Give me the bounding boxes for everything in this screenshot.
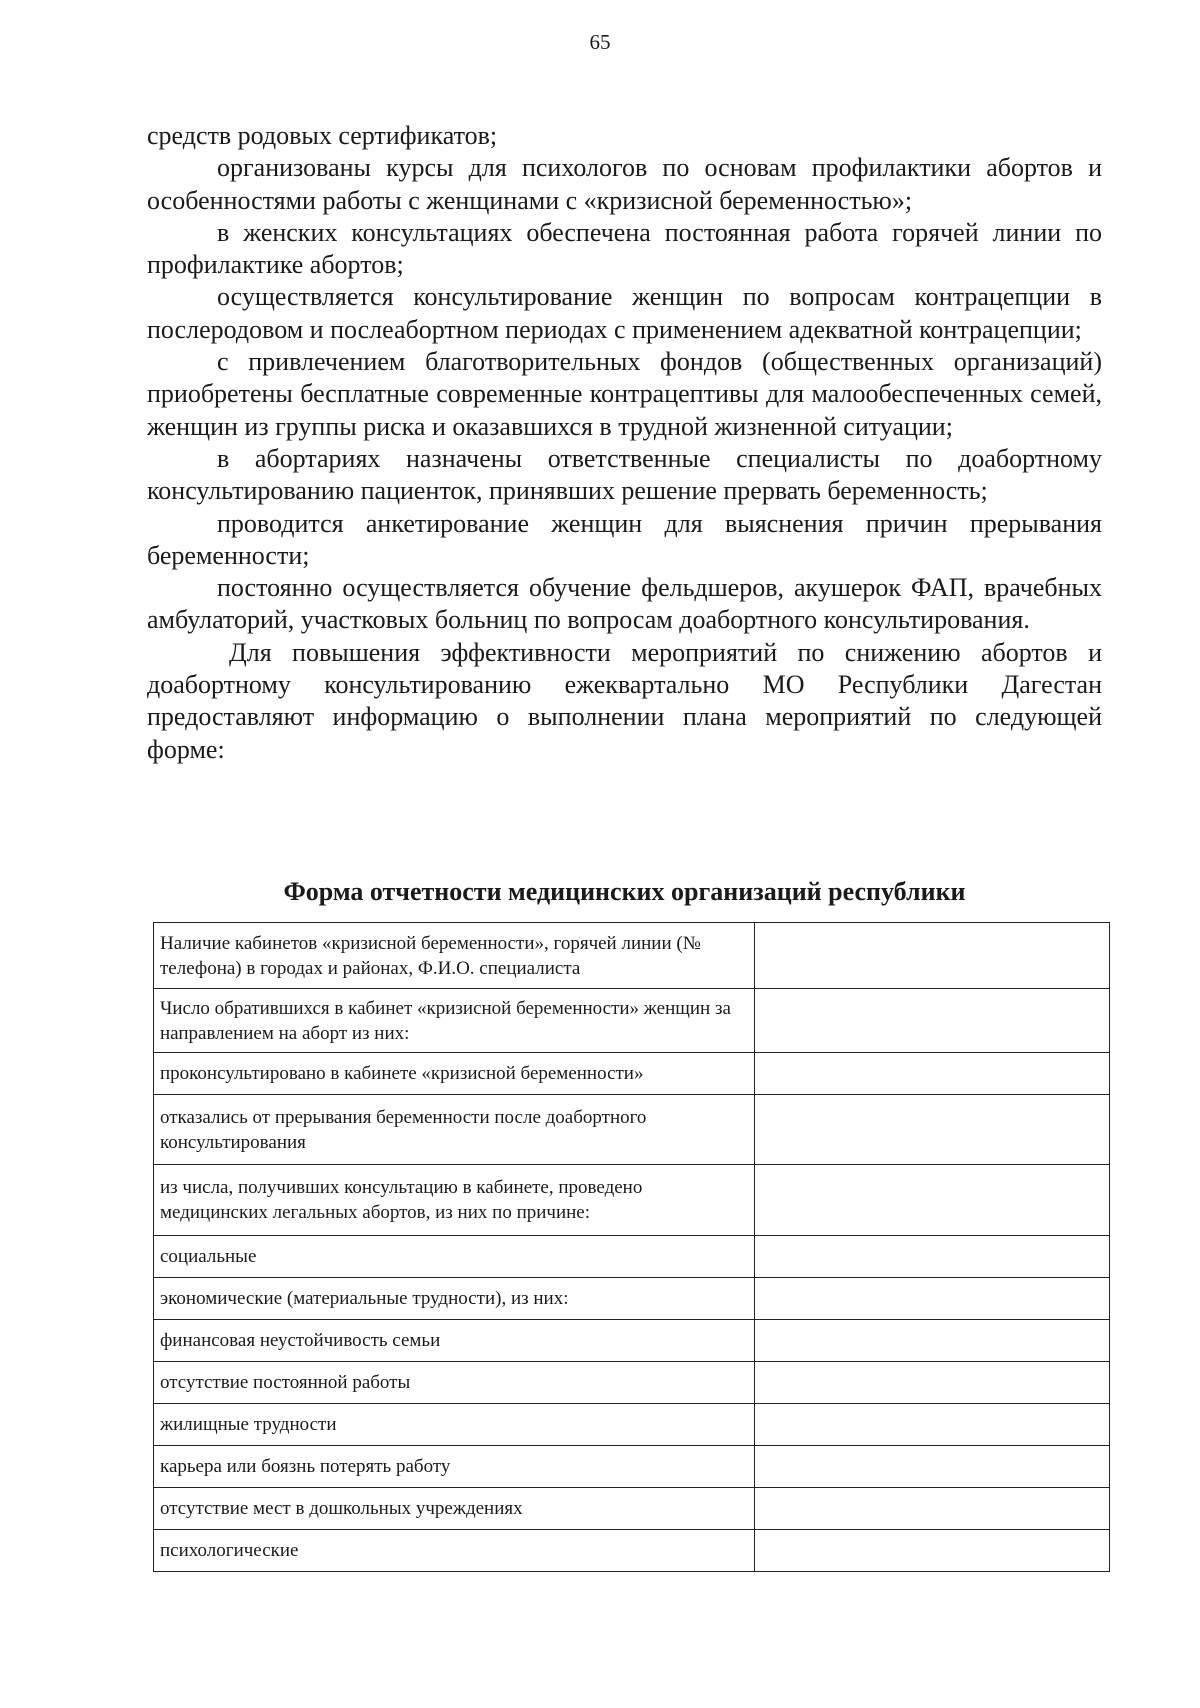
row-value-cell[interactable] [755,1446,1110,1488]
row-label: экономические (материальные трудности), из них: [154,1278,755,1320]
row-label: отсутствие постоянной работы [154,1362,755,1404]
row-label: социальные [154,1236,755,1278]
row-value-cell[interactable] [755,1404,1110,1446]
paragraph: в женских консультациях обеспечена постоянная работа горячей линии по профилактике абортов; [147,217,1102,280]
paragraph: Для повышения эффективности мероприятий по снижению абортов и доабортному консультированию ежеквартально МО Республики Дагестан предоставляют информацию о выполнении плана мероприятий по следующей форме: [147,637,1102,764]
row-value-cell[interactable] [755,923,1110,989]
paragraph: в абортариях назначены ответственные специалисты по доабортному консультированию пациенток, принявших решение прервать беременность; [147,443,1102,506]
table-row [154,1165,1110,1236]
row-label: отсутствие мест в дошкольных учреждениях [154,1488,755,1530]
row-label: финансовая неустойчивость семьи [154,1320,755,1362]
row-value-cell[interactable] [755,1165,1110,1236]
table-row [154,1320,1110,1362]
row-value-cell[interactable] [755,1320,1110,1362]
table-row [154,1446,1110,1488]
row-label: карьера или боязнь потерять работу [154,1446,755,1488]
row-label: Число обратившихся в кабинет «кризисной беременности» женщин за направлением на аборт из них: [154,989,755,1053]
row-value-cell[interactable] [755,1530,1110,1572]
table-row [154,1362,1110,1404]
row-value-cell[interactable] [755,989,1110,1053]
paragraph: с привлечением благотворительных фондов (общественных организаций) приобретены бесплатные современные контрацептивы для малообеспеченных семей, женщин из группы риска и оказавшихся в трудной жизненной ситуации; [147,347,1102,441]
row-label: проконсультировано в кабинете «кризисной беременности» [154,1053,755,1095]
form-title: Форма отчетности медицинских организаций республики [283,877,966,906]
table-row [154,1095,1110,1165]
paragraph: постоянно осуществляется обучение фельдшеров, акушерок ФАП, врачебных амбулаторий, участковых больниц по вопросам доабортного консультирования. [147,573,1102,635]
row-value-cell[interactable] [755,1362,1110,1404]
row-value-cell[interactable] [755,1236,1110,1278]
paragraph: осуществляется консультирование женщин по вопросам контрацепции в послеродовом и послеабортном периодах с применением адекватной контрацепции; [147,282,1102,344]
table-row [154,1530,1110,1572]
body-text [147,120,1102,766]
table-row [154,1053,1110,1095]
table-row [154,1404,1110,1446]
page-number: 65 [589,30,611,54]
table-row [154,923,1110,989]
row-label: отказались от прерывания беременности после доабортного консультирования [154,1095,755,1165]
table-row [154,1488,1110,1530]
row-value-cell[interactable] [755,1278,1110,1320]
paragraph: проводится анкетирование женщин для выяснения причин прерывания беременности; [147,508,1102,570]
report-form-table [153,922,1110,1572]
table-row [154,989,1110,1053]
row-value-cell[interactable] [755,1095,1110,1165]
paragraph: средств родовых сертификатов; [147,121,498,150]
row-value-cell[interactable] [755,1053,1110,1095]
row-label: из числа, получивших консультацию в кабинете, проведено медицинских легальных абортов, из них по причине: [154,1165,755,1236]
row-label: Наличие кабинетов «кризисной беременности», горячей линии (№ телефона) в городах и районах, Ф.И.О. специалиста [154,923,755,989]
row-label: жилищные трудности [154,1404,755,1446]
row-label: психологические [154,1530,755,1572]
row-value-cell[interactable] [755,1488,1110,1530]
paragraph: организованы курсы для психологов по основам профилактики абортов и особенностями работы с женщинами с «кризисной беременностью»; [147,153,1102,215]
table-row [154,1236,1110,1278]
table-row [154,1278,1110,1320]
